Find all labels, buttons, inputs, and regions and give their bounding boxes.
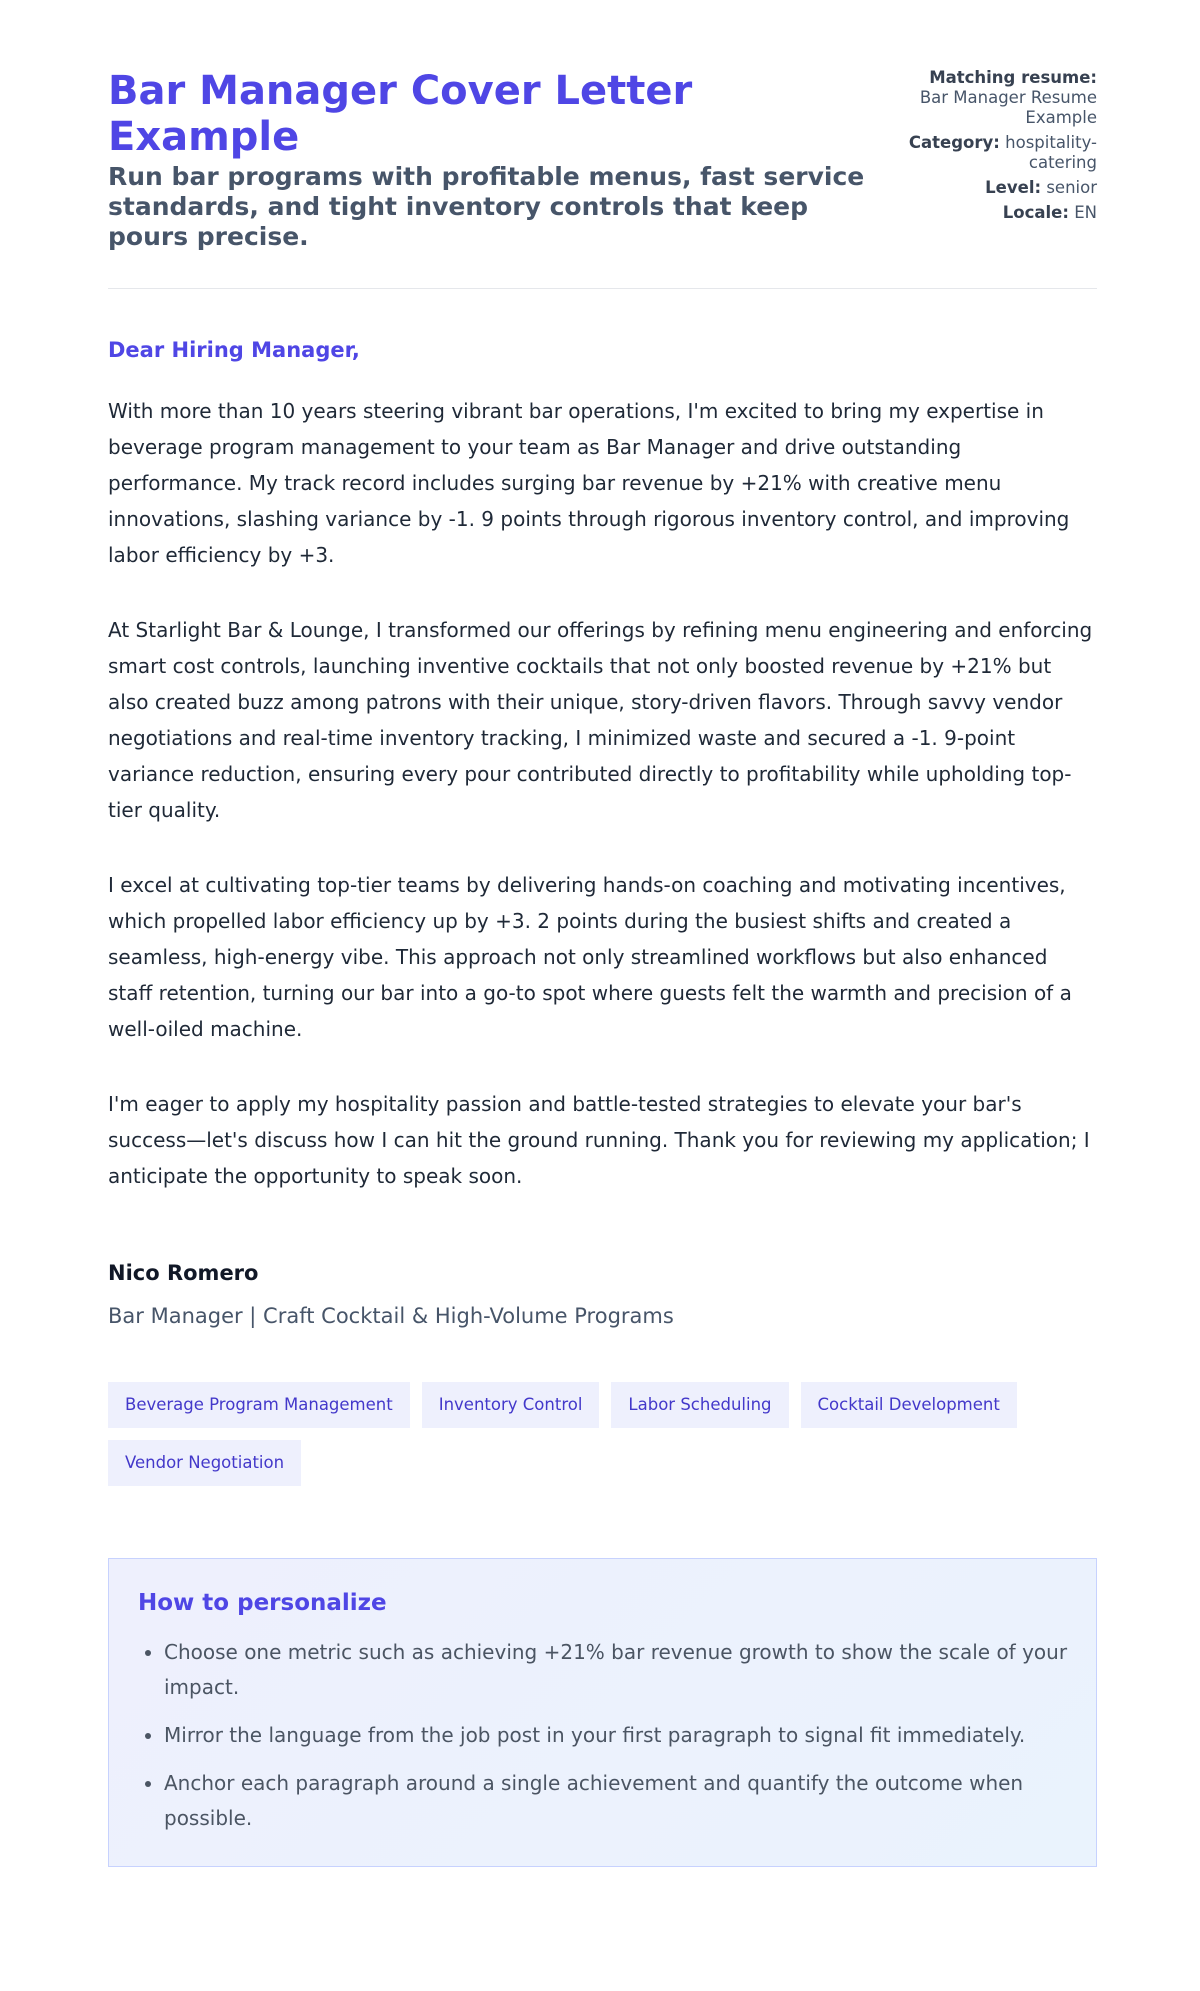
meta-category-value: hospitality-catering: [1005, 133, 1097, 172]
meta-level-label: Level:: [985, 178, 1042, 197]
skill-tag: Inventory Control: [422, 1382, 600, 1428]
meta-locale-label: Locale:: [1002, 203, 1069, 222]
letter-body: [108, 337, 1097, 1194]
tips-list: [138, 1635, 1068, 1836]
letter-greeting: Dear Hiring Manager,: [108, 338, 360, 362]
skill-tag: Vendor Negotiation: [108, 1440, 301, 1486]
skill-tag: Cocktail Development: [801, 1382, 1017, 1428]
header-titles: [108, 68, 878, 252]
meta-locale: [887, 203, 1097, 223]
page-subtitle: Run bar programs with profitable menus, fast service standards, and tight inventory controls that keep pours precise.: [108, 162, 865, 251]
letter-paragraph-4: I'm eager to apply my hospitality passion and battle-tested strategies to elevate your bar's success—let's discuss how I can hit the ground running. Thank you for reviewing my application; I anticipate the opportunity to speak soon.: [108, 1092, 1090, 1188]
letter-paragraph-3: I excel at cultivating top-tier teams by delivering hands-on coaching and motivating incentives, which propelled labor efficiency up by +3. 2 points during the busiest shifts and created a seamless, high-energy vibe. This approach not only streamlined workflows but also enhanced staff retention, turning our bar into a go-to spot where guests felt the warmth and precision of a well-oiled machine.: [108, 873, 1072, 1041]
meta-level: [887, 178, 1097, 198]
page-title: Bar Manager Cover Letter Example: [108, 68, 693, 160]
meta-matching-value: Bar Manager Resume Example: [919, 88, 1097, 127]
cover-letter-page: [108, 0, 1097, 1867]
header-divider: [108, 288, 1097, 289]
tip-item: • Choose one metric such as achieving +21% bar revenue growth to show the scale of your impact.: [164, 1635, 1068, 1705]
tips-title: How to personalize: [138, 1590, 387, 1616]
signature-name: Nico Romero: [108, 1261, 259, 1285]
meta-panel: [887, 68, 1097, 228]
letter-paragraph-1: With more than 10 years steering vibrant bar operations, I'm excited to bring my expertise in beverage program management to your team as Bar Manager and drive outstanding performance. My track record includes surging bar revenue by +21% with creative menu innovations, slashing variance by -1. 9 points through rigorous inventory control, and improving labor efficiency by +3.: [108, 399, 1070, 567]
page-header: [108, 68, 1097, 252]
meta-level-value: senior: [1046, 178, 1097, 197]
letter-paragraph-2: At Starlight Bar & Lounge, I transformed our offerings by refining menu engineering and enforcing smart cost controls, launching inventive cocktails that not only boosted revenue by +21% but also created buzz among patrons with their unique, story-driven flavors. Through savvy vendor negotiations and real-time inventory tracking, I minimized waste and secured a -1. 9-point variance reduction, ensuring every pour contributed directly to profitability while upholding top-tier quality.: [108, 618, 1093, 822]
signature-title: Bar Manager | Craft Cocktail & High-Volume Programs: [108, 1304, 674, 1328]
meta-matching-label: Matching resume:: [929, 68, 1097, 87]
tip-item: • Anchor each paragraph around a single achievement and quantify the outcome when possible.: [164, 1766, 1068, 1836]
meta-category-label: Category:: [908, 133, 1000, 152]
meta-matching-resume: [887, 68, 1097, 128]
skill-tags: [108, 1382, 1097, 1498]
meta-locale-value: EN: [1074, 203, 1097, 222]
skill-tag: Beverage Program Management: [108, 1382, 410, 1428]
personalize-tips-panel: [108, 1558, 1097, 1867]
tip-item: • Mirror the language from the job post in your first paragraph to signal fit immediately.: [164, 1718, 1068, 1753]
meta-category: [887, 133, 1097, 173]
skill-tag: Labor Scheduling: [611, 1382, 788, 1428]
signature-block: [108, 1260, 1097, 1330]
